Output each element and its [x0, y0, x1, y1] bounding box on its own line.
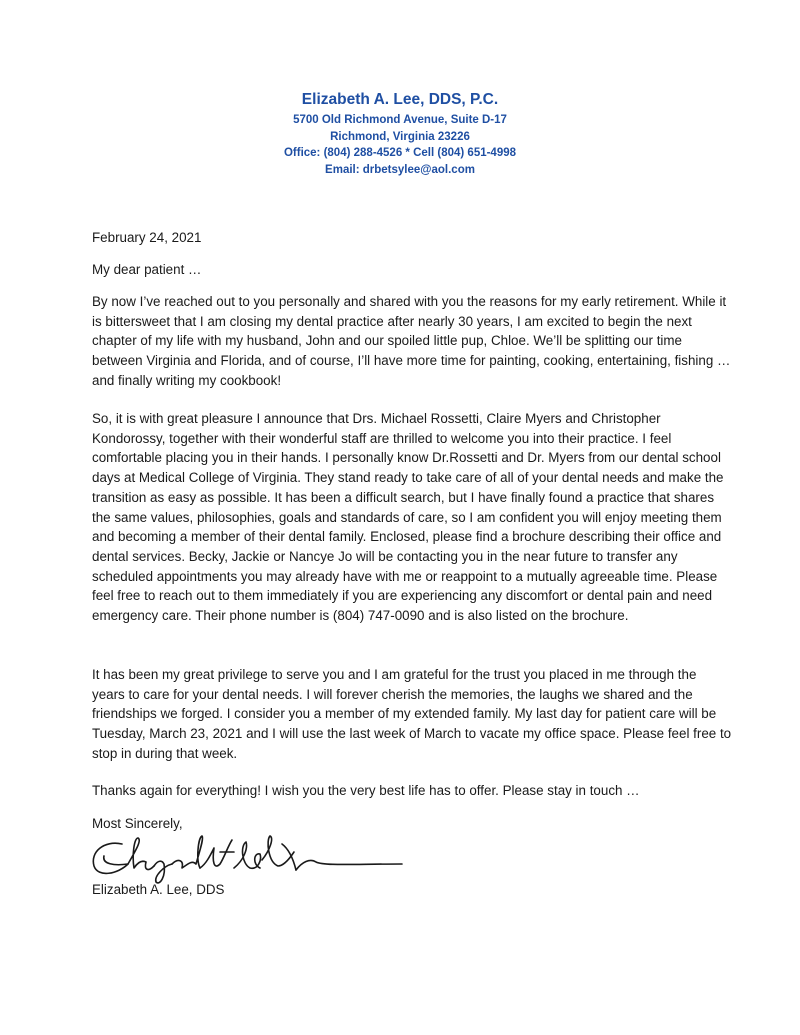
- closing: Most Sincerely,: [92, 816, 183, 831]
- email-address: Email: drbetsylee@aol.com: [325, 163, 475, 176]
- phone-numbers: Office: (804) 288-4526 * Cell (804) 651-4998: [283, 147, 517, 159]
- salutation: My dear patient …: [92, 262, 202, 277]
- letter-date: February 24, 2021: [92, 230, 202, 245]
- paragraph-4: Thanks again for everything! I wish you the very best life has to offer. Please stay in touch …: [92, 783, 640, 798]
- paragraph-3: It has been my great privilege to serve you and I am grateful for the trust you placed in me through the years to care for your dental needs. I will forever cherish the memories, the laughs we shared and the friendships we forged. I consider you a member of my extended family. My last day for patient care will be Tuesday, March 23, 2021 and I will use the last week of March to vacate my office space. Please feel free to stop in during that week.: [92, 667, 732, 761]
- letterhead: [0, 90, 800, 178]
- paragraph-1: By now I’ve reached out to you personally and shared with you the reasons for my early retirement. While it is bittersweet that I am closing my dental practice after nearly 30 years, I am excited to begin the next chapter of my life with my husband, John and our spoiled little pup, Chloe. We’ll be splitting our time between Virginia and Florida, and of course, I’ll have more time for painting, cooking, entertaining, fishing … and finally writing my cookbook!: [92, 294, 731, 388]
- practice-name: Elizabeth A. Lee, DDS, P.C.: [301, 91, 499, 108]
- signer-name: Elizabeth A. Lee, DDS: [92, 882, 225, 897]
- address-line-2: Richmond, Virginia 23226: [330, 130, 470, 143]
- paragraph-2: So, it is with great pleasure I announce that Drs. Michael Rossetti, Claire Myers and Christopher Kondorossy, together with their wonderful staff are thrilled to welcome you into their practice. I feel comfortable placing you in their hands. I personally know Dr.Rossetti and Dr. Myers from our dental school days at Medical College of Virginia. They stand ready to take care of all of your dental needs and make the transition as easy as possible. It has been a difficult search, but I have finally found a practice that shares the same values, philosophies, goals and standards of care, so I am confident you will enjoy meeting them and becoming a member of their dental family. Enclosed, please find a brochure describing their office and dental services. Becky, Jackie or Nancye Jo will be contacting you in the near future to transfer any scheduled appointments you may already have with me or reappoint to a mutually agreeable time. Please feel free to reach out to them immediately if you are experiencing any discomfort or dental pain and need emergency care. Their phone number is (804) 747-0090 and is also listed on the brochure.: [92, 411, 724, 624]
- address-line-1: 5700 Old Richmond Avenue, Suite D-17: [293, 114, 507, 126]
